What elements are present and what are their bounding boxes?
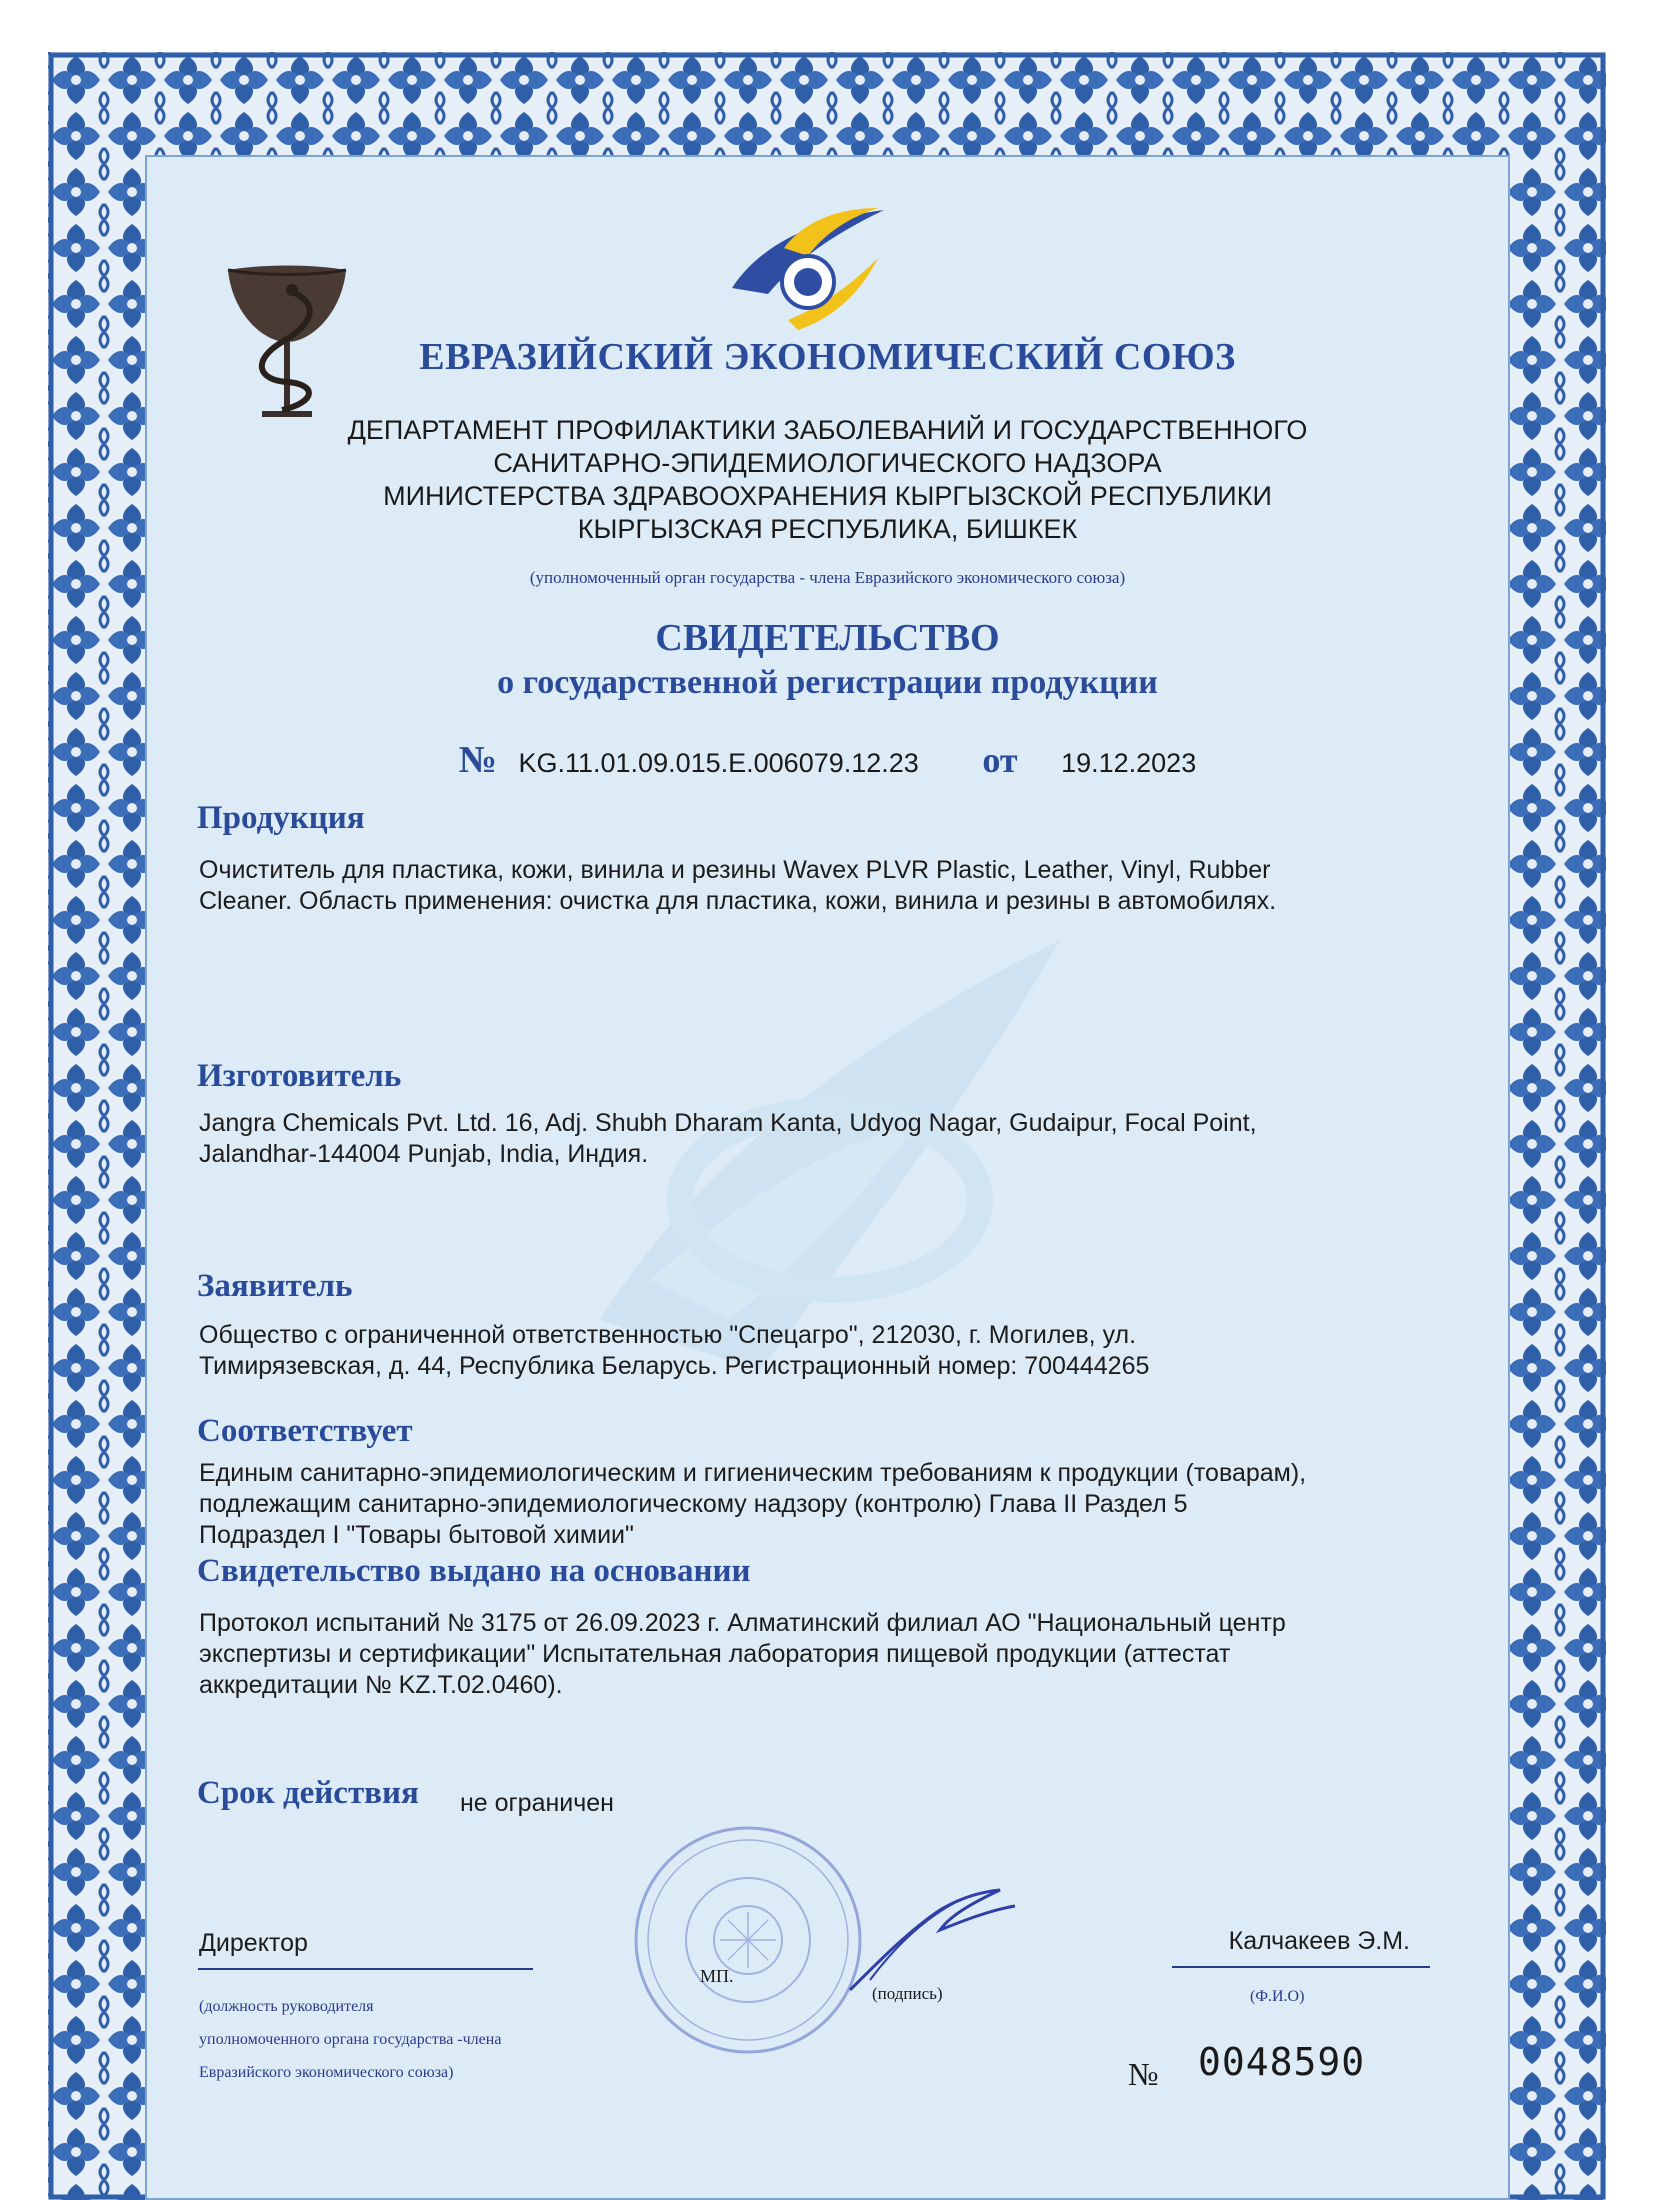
form-number-symbol: № xyxy=(1128,2056,1159,2092)
certificate-number-row xyxy=(145,738,1510,782)
stamp-label: МП. xyxy=(700,1966,734,1986)
text-line: Jalandhar-144004 Punjab, India, Индия. xyxy=(199,1140,649,1168)
department-line: ДЕПАРТАМЕНТ ПРОФИЛАКТИКИ ЗАБОЛЕВАНИЙ И ГОСУДАРСТВЕННОГО xyxy=(347,415,1308,445)
position-note xyxy=(199,1990,501,2089)
form-number: 0048590 xyxy=(1198,2040,1366,2084)
complies-heading: Соответствует xyxy=(197,1413,413,1449)
certificate-subtitle: о государственной регистрации продукции xyxy=(497,664,1158,701)
text-line: Протокол испытаний № 3175 от 26.09.2023 г. Алматинский филиал АО "Национальный центр xyxy=(199,1609,1286,1637)
note-line: (должность руководителя xyxy=(199,1998,374,2015)
name-note: (Ф.И.О) xyxy=(1250,1988,1305,2005)
certificate-title: СВИДЕТЕЛЬСТВО xyxy=(655,617,1000,659)
date-word: от xyxy=(982,740,1018,780)
manufacturer-text xyxy=(199,1108,1459,1170)
text-line: Jangra Chemicals Pvt. Ltd. 16, Adj. Shubh Dharam Kanta, Udyog Nagar, Gudaipur, Focal Point, xyxy=(199,1109,1257,1137)
eaeu-emblem xyxy=(728,208,888,333)
note-line: Евразийского экономического союза) xyxy=(199,2064,454,2081)
department-block xyxy=(145,414,1510,546)
text-line: Cleaner. Область применения: очистка для пластика, кожи, винила и резины в автомобилях. xyxy=(199,887,1277,915)
text-line: Общество с ограниченной ответственностью "Спецагро", 212030, г. Могилев, ул. xyxy=(199,1321,1137,1349)
validity-value: не ограничен xyxy=(460,1789,614,1817)
signature-scribble xyxy=(840,1870,1020,2000)
manufacturer-heading: Изготовитель xyxy=(197,1058,402,1094)
position-title: Директор xyxy=(199,1929,308,1957)
validity-heading: Срок действия xyxy=(197,1775,419,1811)
authority-note: (уполномоченный орган государства - члена Евразийского экономического союза) xyxy=(529,568,1126,587)
basis-heading: Свидетельство выдано на основании xyxy=(197,1553,751,1589)
text-line: экспертизы и сертификации" Испытательная лаборатория пищевой продукции (аттестат xyxy=(199,1640,1231,1668)
text-line: Единым санитарно-эпидемиологическим и гигиеническим требованиям к продукции (товарам), xyxy=(199,1459,1307,1487)
name-line xyxy=(1172,1966,1430,1968)
signatory-name: Калчакеев Э.М. xyxy=(1228,1927,1410,1955)
text-line: подлежащим санитарно-эпидемиологическому надзору (контролю) Глава II Раздел 5 xyxy=(199,1490,1188,1518)
department-line: МИНИСТЕРСТВА ЗДРАВООХРАНЕНИЯ КЫРГЫЗСКОЙ РЕСПУБЛИКИ xyxy=(383,481,1272,511)
applicant-text xyxy=(199,1320,1459,1382)
complies-text xyxy=(199,1458,1459,1551)
text-line: Подраздел I "Товары бытовой химии" xyxy=(199,1521,634,1549)
number-symbol: № xyxy=(458,739,497,781)
certificate-date: 19.12.2023 xyxy=(1061,748,1197,778)
official-stamp xyxy=(628,1820,868,2060)
certificate-number: KG.11.01.09.015.E.006079.12.23 xyxy=(518,748,919,778)
union-title: ЕВРАЗИЙСКИЙ ЭКОНОМИЧЕСКИЙ СОЮЗ xyxy=(419,336,1236,378)
position-line xyxy=(198,1968,533,1970)
department-line: САНИТАРНО-ЭПИДЕМИОЛОГИЧЕСКОГО НАДЗОРА xyxy=(493,448,1162,478)
applicant-heading: Заявитель xyxy=(197,1268,353,1304)
text-line: Очиститель для пластика, кожи, винила и резины Wavex PLVR Plastic, Leather, Vinyl, Rubber xyxy=(199,856,1271,884)
signature-label: (подпись) xyxy=(872,1984,943,2003)
text-line: Тимирязевская, д. 44, Республика Беларусь. Регистрационный номер: 700444265 xyxy=(199,1352,1150,1380)
product-text xyxy=(199,855,1459,917)
product-heading: Продукция xyxy=(197,800,365,836)
text-line: аккредитации № KZ.T.02.0460). xyxy=(199,1671,563,1699)
note-line: уполномоченного органа государства -члена xyxy=(199,2031,502,2048)
department-line: КЫРГЫЗСКАЯ РЕСПУБЛИКА, БИШКЕК xyxy=(577,514,1078,544)
basis-text xyxy=(199,1608,1459,1701)
